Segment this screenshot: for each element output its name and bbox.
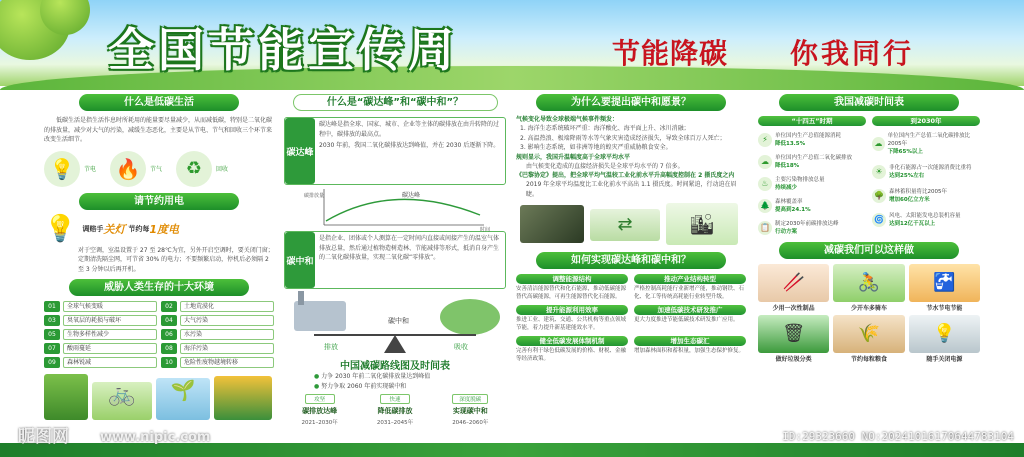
icon-label: 节电	[84, 166, 97, 173]
timeline-entry: ⚡ 单位国内生产总值能源消耗 降低13.5%	[758, 132, 866, 148]
y-axis-label: 碳排放量	[304, 193, 325, 199]
why-subheading: 规则显示，我国升温幅度高于全球平均水平	[516, 153, 631, 161]
why-text: 2. 高温热浪、极端降雨等水等气象灾害造成经济损失，导致全球百万人死亡；	[520, 134, 726, 142]
why-content	[516, 115, 746, 199]
slogan-part: 关灯	[103, 222, 126, 236]
peak-box	[284, 117, 506, 185]
puzzle-illustration	[520, 205, 584, 243]
peak-text: 碳达峰是指全球、国家、城市、企业等主体的碳排放在由升转降的过程中，碳排放的最高点。	[319, 121, 500, 138]
neutral-box	[284, 231, 506, 289]
how-item: 调整能源结构 安善清洁能源替代和化石能源，推动低碳能源替代高碳能源，可再生能源替代化石能源。	[516, 275, 627, 300]
factory-icon	[294, 301, 346, 331]
threat-item: 08 海洋污染	[161, 343, 274, 354]
green-city-icon: 🏙	[666, 203, 738, 245]
slogan-left: 节能降碳	[612, 37, 729, 70]
slogan-part: 1度电	[149, 222, 180, 236]
ac-slogan	[44, 214, 274, 244]
peak-neutral-heading: 什么是“碳达峰”和“碳中和”？	[293, 94, 498, 111]
timeline-entry: 📋 制定2030年前碳排放达峰 行动方案	[758, 220, 866, 236]
why-text: 2019 年全球平均温度比工业化前水平高出 1.1 摄氏度。时间紧迫，行动迫在眉睫。	[526, 181, 737, 198]
action-item: 🌾 节约每粒粮食	[833, 315, 904, 363]
why-illustrations	[516, 203, 746, 247]
scale-left-label: 排放	[324, 343, 338, 351]
low-carbon-heading: 什么是低碳生活	[79, 94, 239, 111]
timeline-entry: ♨ 主要污染物排放总量 持续减少	[758, 176, 866, 192]
timeline-left	[758, 116, 866, 236]
plant-bulb-icon: 💡	[44, 213, 77, 244]
icon-label: 回收	[216, 166, 229, 173]
chimney-icon	[298, 291, 304, 305]
ac-text: 对于空调，室温设置于 27 至 28℃为宜，另外开启空调时，要关闭门窗；定期清洗隔尘网，可节省 30% 的电力；不要频繁启动，停机后必须隔 2 至 3 分钟以后再开机。	[78, 246, 274, 273]
action-item: 🥢 少用一次性制品	[758, 264, 829, 312]
timeline-entry: 🌲 森林覆盖率 提高到24.1%	[758, 198, 866, 214]
why-heading: 为什么要提出碳中和愿景？	[536, 94, 726, 111]
slogan-part: 节约每	[128, 224, 150, 233]
neutral-text: 是指企业、团体或个人测算在一定时间内直接或间接产生的温室气体排放总量，然后通过植物造树造林、节能减排等形式，抵消自身产生的二氧化碳排放量，实现二氧化碳“零排放”。	[319, 235, 500, 261]
how-item: 健全低碳发展体制机制 完善有利于绿色低碳发展的价格、财税、金融等经济政策。	[516, 337, 627, 362]
bulb-icon: 💡	[44, 151, 80, 187]
why-text: 1. 海洋生态系统破坏严重：海洋酸化、海平面上升、冰川消融；	[520, 125, 690, 132]
scale-top-label: 碳中和	[388, 317, 409, 325]
column-timeline-actions	[758, 90, 980, 445]
threat-item: 04 大气污染	[161, 315, 274, 326]
threat-item: 03 臭氧层的耗损与破坏	[44, 315, 157, 326]
threat-item: 02 土地荒漠化	[161, 301, 274, 312]
timeline-table	[758, 116, 980, 236]
icon-label: 节气	[150, 166, 163, 173]
threat-item: 07 酸雨蔓延	[44, 343, 157, 354]
earth-water-icon: 🌱	[156, 378, 210, 420]
column-peak-neutral	[284, 90, 506, 445]
balance-scale-illustration	[284, 291, 506, 355]
peak-text-2030: 2030 年前，我国二氧化碳排放达到峰值，并在 2030 后逐渐下降。	[319, 142, 500, 149]
why-subheading: 《巴黎协定》提出，把全球平均气温较工业化前水平升高幅度控制在 2 摄氏度之内	[516, 172, 735, 179]
recycle-bin-icon: ♻	[176, 151, 212, 187]
low-carbon-text: 低碳生活是指生活作息时所耗用的能量要尽量减少，从而减低碳，特别是二氧化碳的排放量，减少对大气的污染，减缓生态恶化，主要是从节电、节气和回收三个环节来改变生活细节。	[44, 117, 273, 143]
bicycle-icon: 🚲	[92, 382, 152, 420]
why-text: 由气候变化造成的直接经济损失是全球平均水平的 7 倍多。	[526, 162, 684, 170]
scale-pivot	[384, 335, 406, 353]
roadmap-stages	[284, 394, 506, 426]
timeline-entry: 🌀 风电、太阳能发电总装机容量 达到12亿千瓦以上	[872, 212, 980, 228]
flame-icon: 🔥	[110, 151, 146, 187]
timeline-entry: ☀ 非化石能源占一次能源消费比重将 达到25%左右	[872, 164, 980, 180]
chart-title: 碳达峰	[402, 192, 421, 199]
slogan-part: 调赔手	[82, 224, 104, 233]
watermark-id: ID:29323660 NO:20241016170644783104	[782, 430, 1014, 443]
watermark-site: 昵图网	[18, 427, 69, 447]
ac-heading: 请节约用电	[79, 193, 239, 210]
action-item: 🗑 做好垃圾分类	[758, 315, 829, 363]
threat-item: 06 水污染	[161, 329, 274, 340]
threats-heading: 威胁人类生存的十大环境	[69, 279, 249, 296]
bottom-photos	[44, 374, 274, 422]
timeline-right	[872, 116, 980, 236]
column-why-how	[516, 90, 746, 445]
scale-right-label: 吸收	[454, 343, 468, 351]
peak-curve-chart	[284, 185, 506, 233]
mountains-icon	[440, 299, 500, 335]
action-item: 🚰 节水节电节能	[909, 264, 980, 312]
timeline-right-header: 到2030年	[872, 116, 980, 126]
action-item: 💡 随手关闭电源	[909, 315, 980, 363]
why-subheading: 气候变化导致全球极端气候事件频发：	[516, 116, 619, 123]
watermark-url: www.nipic.com	[100, 430, 211, 445]
how-item: 提升能源利用效率 推进工业、建筑、交通、公共机构等重点领域节能，着力提升新基建能效水平。	[516, 306, 627, 331]
actions-heading: 减碳我们可以这样做	[779, 242, 959, 259]
threat-item: 05 生物多样性减少	[44, 329, 157, 340]
low-carbon-icons	[44, 151, 274, 187]
actions-grid	[758, 264, 980, 363]
threat-item: 10 危险性废物越境转移	[161, 357, 274, 368]
how-item: 增加生态碳汇 增加森林面积和蓄积量，加强生态保护修复。	[634, 337, 745, 354]
timeline-entry: 🌳 森林蓄积量将比2005年 增加60亿立方米	[872, 188, 980, 204]
how-grid	[516, 274, 746, 363]
timeline-left-header: “十四五”时期	[758, 116, 866, 126]
roadmap-line1: ● 力争 2030 年前二氧化碳排放量达到峰值	[314, 373, 431, 380]
timeline-heading: 我国减碳时间表	[779, 94, 959, 111]
how-heading: 如何实现碳达峰和碳中和？	[536, 252, 726, 269]
page-title: 全国节能宣传周	[108, 23, 458, 77]
people-photo	[44, 374, 88, 420]
footer-bar	[0, 443, 1024, 457]
peak-curve	[326, 199, 480, 221]
column-low-carbon	[44, 90, 274, 445]
how-item: 加速低碳技术研发推广 更大力度推进节能低碳技术研发推广应用。	[634, 305, 746, 332]
threats-list	[44, 301, 274, 368]
threat-item: 09 森林锐减	[44, 357, 157, 368]
slogan-right: 你我同行	[790, 37, 915, 70]
neutral-label: 碳中和	[285, 232, 315, 288]
roadmap-stage: 攻坚 碳排放达峰 2021–2030年	[284, 394, 355, 426]
roadmap-stage: 快速 降低碳排放 2031–2045年	[359, 394, 430, 426]
peak-label: 碳达峰	[285, 118, 315, 184]
timeline-entry: ☁ 单位国内生产总值二氧化碳排放比2005年 下降65%以上	[872, 132, 980, 156]
roadmap-line2: ● 努力争取 2060 年前实现碳中和	[314, 382, 407, 390]
x-axis-label: 时间	[480, 227, 491, 233]
action-item: 🚴 少开车多骑车	[833, 264, 904, 312]
why-text: 3. 影响生态系统，如非洲等地的蝗灾严重威胁粮食安全。	[520, 144, 672, 151]
timeline-entry: ☁ 单位国内生产总值二氧化碳排放 降低18%	[758, 154, 866, 170]
balance-arrows-icon: ⇄	[590, 209, 660, 241]
threat-item: 01 全球气候变暖	[44, 301, 157, 312]
roadmap-stage: 深度脱碳 实现碳中和 2046–2060年	[435, 394, 506, 426]
recycle-bins-photo	[214, 376, 272, 420]
how-item: 推动产业结构转型 严格控制高耗能行业新增产能，推动钢铁、石化、化工等传统高耗能行业转型升级。	[634, 275, 745, 300]
roadmap-title: 中国减碳路线图及时间表	[340, 361, 450, 372]
